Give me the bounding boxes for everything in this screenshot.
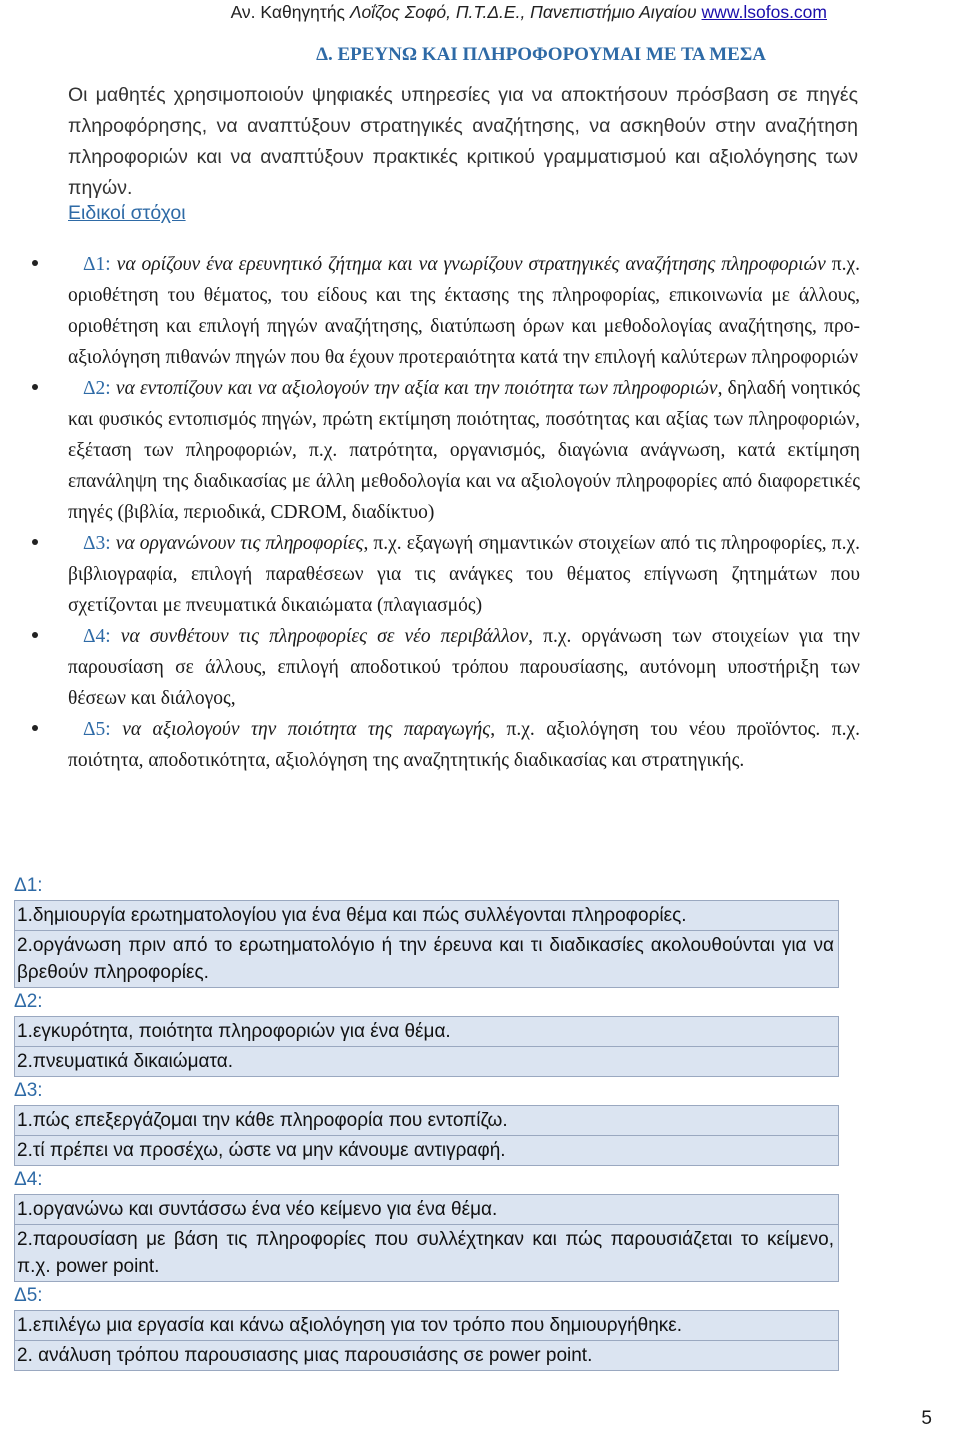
subheading-specific-goals: Ειδικοί στόχοι (68, 202, 186, 224)
goal-title: να εντοπίζουν και να αξιολογούν την αξία και την ποιότητα των πληροφοριών (110, 378, 718, 399)
qa-row: 2.τί πρέπει να προσέχω, ώστε να μην κάνουμε αντιγραφή. (15, 1135, 838, 1165)
qa-label-d3: Δ3: (14, 1080, 43, 1101)
goal-text (68, 528, 860, 621)
qa-box-d5 (14, 1310, 839, 1371)
qa-row: 1.εγκυρότητα, ποιότητα πληροφοριών για ένα θέμα. (17, 1021, 451, 1042)
goal-code: Δ3: (83, 533, 111, 554)
qa-row: 2.πνευματικά δικαιώματα. (15, 1046, 838, 1076)
bullet-icon (32, 632, 38, 638)
goal-title: να συνθέτουν τις πληροφορίες σε νέο περιβάλλον (110, 626, 529, 647)
goal-item-d5 (0, 714, 860, 776)
goal-text (68, 249, 860, 373)
goal-text (68, 621, 860, 714)
goal-title: να ορίζουν ένα ερευνητικό ζήτημα και να γνωρίζουν στρατηγικές αναζήτησης πληροφοριών (110, 254, 826, 275)
goal-description: , π.χ. αξιολόγηση του νέου προϊόντος. π.χ. ποιότητα, αποδοτικότητα, αξιολόγηση της αναζητητικής διαδικασίας και στρατηγικής. (68, 719, 860, 771)
qa-row: 1.δημιουργία ερωτηματολογίου για ένα θέμα και πώς συλλέγονται πληροφορίες. (17, 905, 687, 926)
bullet-icon (32, 384, 38, 390)
qa-box-d3 (14, 1105, 839, 1166)
goal-text (68, 714, 860, 776)
goal-item-d2 (0, 373, 860, 528)
goal-code: Δ5: (83, 719, 111, 740)
goal-description: , π.χ. οργάνωση των στοιχείων για την παρουσίαση σε άλλους, επιλογή αποδοτικού τρόπου παρουσίασης, αυτόνομη υποστήριξη των θέσεων και διάλογος, (68, 626, 861, 709)
page-number: 5 (921, 1408, 932, 1429)
qa-label-d1: Δ1: (14, 875, 43, 896)
qa-label-d2: Δ2: (14, 991, 43, 1012)
goal-code: Δ2: (83, 378, 111, 399)
bullet-icon (32, 260, 38, 266)
qa-box-d4 (14, 1194, 839, 1282)
qa-label-d4: Δ4: (14, 1169, 43, 1190)
goal-item-d3 (0, 528, 860, 621)
goals-list (0, 249, 860, 776)
goal-code: Δ4: (83, 626, 111, 647)
qa-box-d1 (14, 900, 839, 988)
goal-text (68, 373, 860, 528)
goal-description: , π.χ. εξαγωγή σημαντικών στοιχείων από τις πληροφορίες, π.χ. βιβλιογραφία, επιλογή παραθέσεων για τις ανάγκες του θέματος επίγνωση ζητημάτων που σχετίζονται με πνευματικά δικαιώματα (πλαγιασμός) (68, 533, 860, 616)
goal-description: π.χ. οριοθέτηση του θέματος, του είδους και της έκτασης της πληροφορίας, επικοινωνία με άλλους, οριοθέτηση και επιλογή πηγών αναζήτησης, διατύπωση όρων και μεθοδολογίας αναζήτησης, προ-αξιολόγηση πιθανών πηγών που θα έχουν προτεραιότητα κατά την επιλογή καλύτερων πληροφοριών (68, 254, 860, 368)
goal-description: , δηλαδή νοητικός και φυσικός εντοπισμός πηγών, πρώτη εκτίμηση ποιότητας, ποσότητας και αξίας των πληροφοριών, εξέταση των πληροφοριών, π.χ. πατρότητα, οργανισμός, διαγώνια ανάγνωση, κατά εκτίμηση επανάληψη της διαδικασίας με άλλη μεθοδολογία και να αξιολογούν πληροφορίες από διαφορετικές πηγές (βιβλία, περιοδικά, CDROM, διαδίκτυο) (68, 378, 860, 523)
goal-item-d4 (0, 621, 860, 714)
header-prefix: Αν. Καθηγητής (230, 2, 350, 22)
qa-row: 1.πώς επεξεργάζομαι την κάθε πληροφορία που εντοπίζω. (17, 1110, 508, 1131)
bullet-icon (32, 539, 38, 545)
qa-row: 1.οργανώνω και συντάσσω ένα νέο κείμενο για ένα θέμα. (17, 1199, 498, 1220)
qa-label-d5: Δ5: (14, 1285, 43, 1306)
intro-paragraph: Οι μαθητές χρησιμοποιούν ψηφιακές υπηρεσίες για να αποκτήσουν πρόσβαση σε πηγές πληροφόρησης, να αναπτύξουν στρατηγικές αναζήτησης, να ασκηθούν στην αναζήτηση πληροφοριών και να αναπτύξουν πρακτικές κριτικού γραμματισμού και αξιολόγησης των πηγών. (68, 84, 858, 199)
goal-code: Δ1: (83, 254, 111, 275)
page-header (231, 2, 827, 23)
qa-row: 2. ανάλυση τρόπου παρουσιασης μιας παρουσιάσης σε power point. (15, 1340, 838, 1370)
qa-box-d2 (14, 1016, 839, 1077)
qa-row: 2.παρουσίαση με βάση τις πληροφορίες που συλλέχτηκαν και πώς παρουσιάζεται το κείμενο, π.χ. power point. (15, 1224, 838, 1281)
header-author: Λοΐζος Σοφό, Π.Τ.Δ.Ε., Πανεπιστήμιο Αιγαίου (349, 2, 697, 22)
questions-section (14, 872, 839, 1371)
qa-row: 1.επιλέγω μια εργασία και κάνω αξιολόγηση για τον τρόπο που δημιουργήθηκε. (17, 1315, 683, 1336)
header-url-link[interactable]: www.lsofos.com (701, 2, 827, 22)
qa-row: 2.οργάνωση πριν από το ερωτηματολόγιο ή την έρευνα και τι διαδικασίες ακολουθούνται για να βρεθούν πληροφορίες. (15, 930, 838, 987)
goal-title: να οργανώνουν τις πληροφορίες (110, 533, 364, 554)
goal-item-d1 (0, 249, 860, 373)
section-title: Δ. ΕΡΕΥΝΩ ΚΑΙ ΠΛΗΡΟΦΟΡΟΥΜΑΙ ΜΕ ΤΑ ΜΕΣΑ (316, 44, 766, 65)
bullet-icon (32, 725, 38, 731)
goal-title: να αξιολογούν την ποιότητα της παραγωγής (110, 719, 491, 740)
